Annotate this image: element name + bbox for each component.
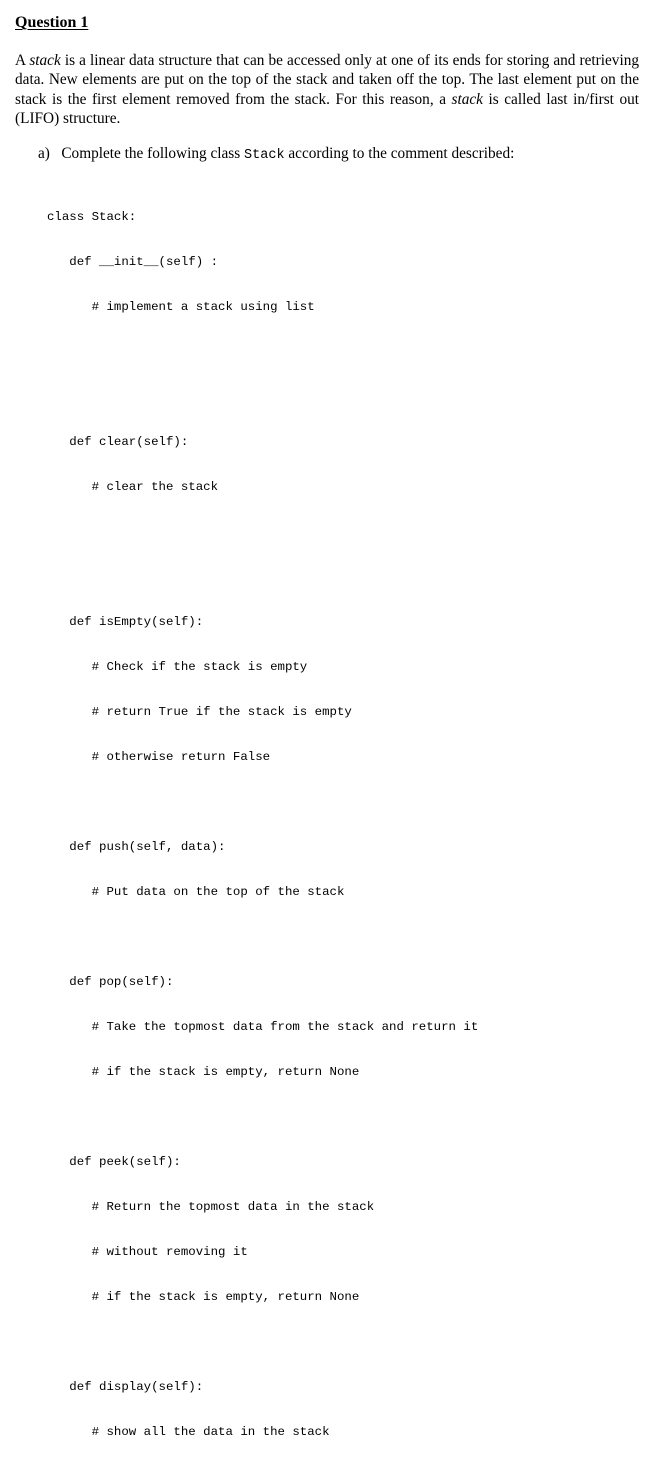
part-a-prefix: a) Complete the following class — [38, 145, 245, 162]
intro-text-1: A — [15, 52, 30, 69]
code-line: # Put data on the top of the stack — [47, 885, 345, 899]
code-line: def __init__(self) : — [47, 255, 219, 269]
code-block — [47, 180, 478, 1470]
code-line: def isEmpty(self): — [47, 615, 204, 629]
intro-text-3: is called last in/first out (LIFO) structure. — [15, 90, 639, 127]
code-line: def pop(self): — [47, 975, 174, 989]
intro-paragraph — [15, 51, 639, 128]
intro-stack-term-2: stack — [451, 90, 483, 108]
part-a-instruction — [38, 144, 514, 165]
code-line: # clear the stack — [47, 480, 219, 494]
code-blank-line — [47, 930, 478, 945]
code-line: # Return the topmost data in the stack — [47, 1200, 375, 1214]
code-line: # if the stack is empty, return None — [47, 1065, 360, 1079]
code-blank-line — [47, 795, 478, 810]
intro-stack-term-1: stack — [29, 52, 61, 69]
part-a-class-name: Stack — [244, 148, 285, 163]
part-a-suffix: according to the comment described: — [284, 145, 515, 162]
question-heading: Question 1 — [15, 14, 89, 31]
code-line: def peek(self): — [47, 1155, 181, 1169]
code-line: # return True if the stack is empty — [47, 705, 352, 719]
code-line: # without removing it — [47, 1245, 248, 1259]
code-line: # implement a stack using list — [47, 300, 315, 314]
code-line: # if the stack is empty, return None — [47, 1290, 360, 1304]
code-line: # Check if the stack is empty — [47, 660, 308, 674]
code-line: # otherwise return False — [47, 750, 271, 764]
code-blank-line — [47, 570, 478, 585]
intro-text-2: is a linear data structure that can be accessed only at one of its ends for storing and retrieving data. New elements are put on the top of the stack and taken off the top. The last element put on the stack is the first element removed from the stack. For this reason, a — [15, 52, 639, 108]
code-blank-line — [47, 1335, 478, 1350]
code-line: def display(self): — [47, 1380, 204, 1394]
code-line: # Take the topmost data from the stack and return it — [47, 1020, 479, 1034]
code-blank-line — [47, 390, 478, 405]
code-line: class Stack: — [47, 210, 137, 224]
code-line: def clear(self): — [47, 435, 189, 449]
code-blank-line — [47, 345, 478, 360]
code-line: # show all the data in the stack — [47, 1425, 330, 1439]
code-blank-line — [47, 1110, 478, 1125]
code-blank-line — [47, 525, 478, 540]
code-line: def push(self, data): — [47, 840, 226, 854]
